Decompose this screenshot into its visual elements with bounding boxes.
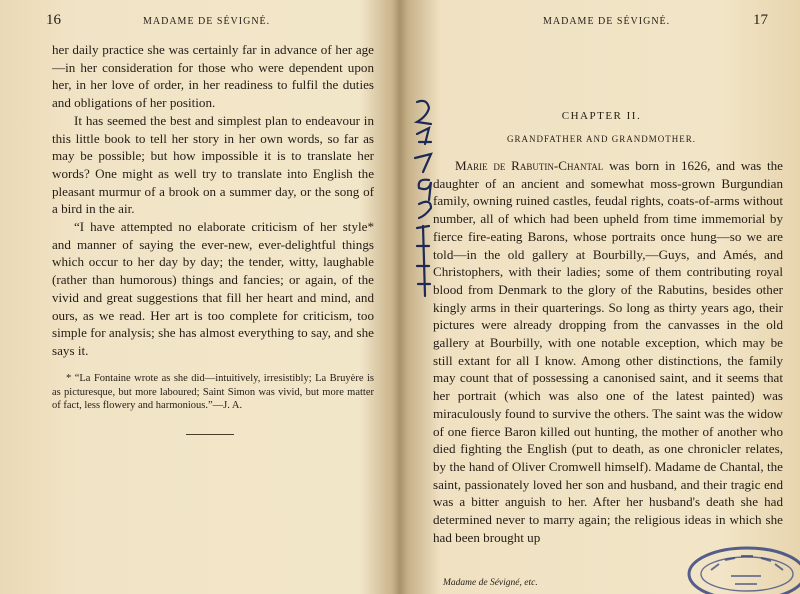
library-stamp (681, 540, 800, 594)
running-head-right: MADAME DE SÉVIGNÉ. (543, 16, 671, 27)
left-body (52, 41, 374, 360)
paragraph: It has seemed the best and simplest plan to endeavour in this little book to tell her story in her own words, so far as may be possible; but how impossible it is to translate her words? One might as well try to translate into English the pleasant murmur of a brook on a summer day, or the song of a bird in the air. (52, 112, 374, 217)
footnote: * “La Fontaine wrote as she did—intuitively, irresistibly; La Bruyère is as picturesque, but more laboured; Saint Simon was vivid, but more matter of fact, less flowery and harmonious.”—J. A. (52, 373, 374, 412)
running-head-left: MADAME DE SÉVIGNÉ. (143, 16, 271, 27)
paragraph: her daily practice she was certainly far in advance of her age—in her consideration for those who were dependent upon her, in her love of order, in her readiness to fulfil the duties and obligations of her position. (52, 42, 374, 111)
handwritten-number (409, 96, 439, 306)
page-number-right: 17 (753, 12, 768, 28)
right-body (433, 157, 783, 546)
chapter-title: CHAPTER II. (561, 110, 642, 122)
chapter-subtitle: GRANDFATHER AND GRANDMOTHER. (506, 134, 697, 144)
page-number-left: 16 (46, 12, 61, 28)
signature-line: Madame de Sévigné, etc. (443, 578, 538, 588)
end-rule (186, 434, 234, 435)
opening-words: Marie de Rabutin-Chantal (455, 158, 604, 173)
right-page (403, 0, 800, 594)
paragraph (433, 157, 783, 546)
left-page (0, 0, 397, 594)
paragraph: “I have attempted no elaborate criticism of her style* and manner of saying the ever-new, ever-delightful things which occur to her day by day; the tender, witty, laughable (rather than humorous) things and fancies; or again, of the vivid and great suggestions that fill her heart and mind, and ours, as we read. Her art is too complete for criticism, too simple for analysis; she has almost everything to say, and she says it. (52, 219, 374, 358)
paragraph-rest: was born in 1626, and was the daughter of an ancient and somewhat moss-grown Burgundian family, owning ruined castles, feudal rights, coats-of-arms without number, all of which had been upheld from time immemorial by fierce fire-eating Barons, whose portraits once hung—so we are told—in the old gallery at Bourbilly,—Guys, and Amés, and Christophers, with their ladies; some of them contributing royal blood from Denmark to the glory of the Rabutins, besides other kingly arms in their quarterings. So long as thirty years ago, their pictures were already dropping from the canvasses in the old gallery at Bourbilly, with one notable exception, which may be still extant for all I know. Among other distinctions, the family may count that of possessing a canonised saint, and it seems that her portrait (which was also one of the latest painted) was miraculously found to survive the others. The saint was the widow of one fierce Baron killed out hunting, the mother of another who died fighting the English (put to death, as one chronicler relates, by the hand of Oliver Cromwell himself). Madame de Chantal, the saint, passionately loved her son and husband, and their tragic end was a bitter anguish to her. After her husband's death she had determined never to marry again; the religious ideas in which she had been brought up (433, 158, 783, 545)
